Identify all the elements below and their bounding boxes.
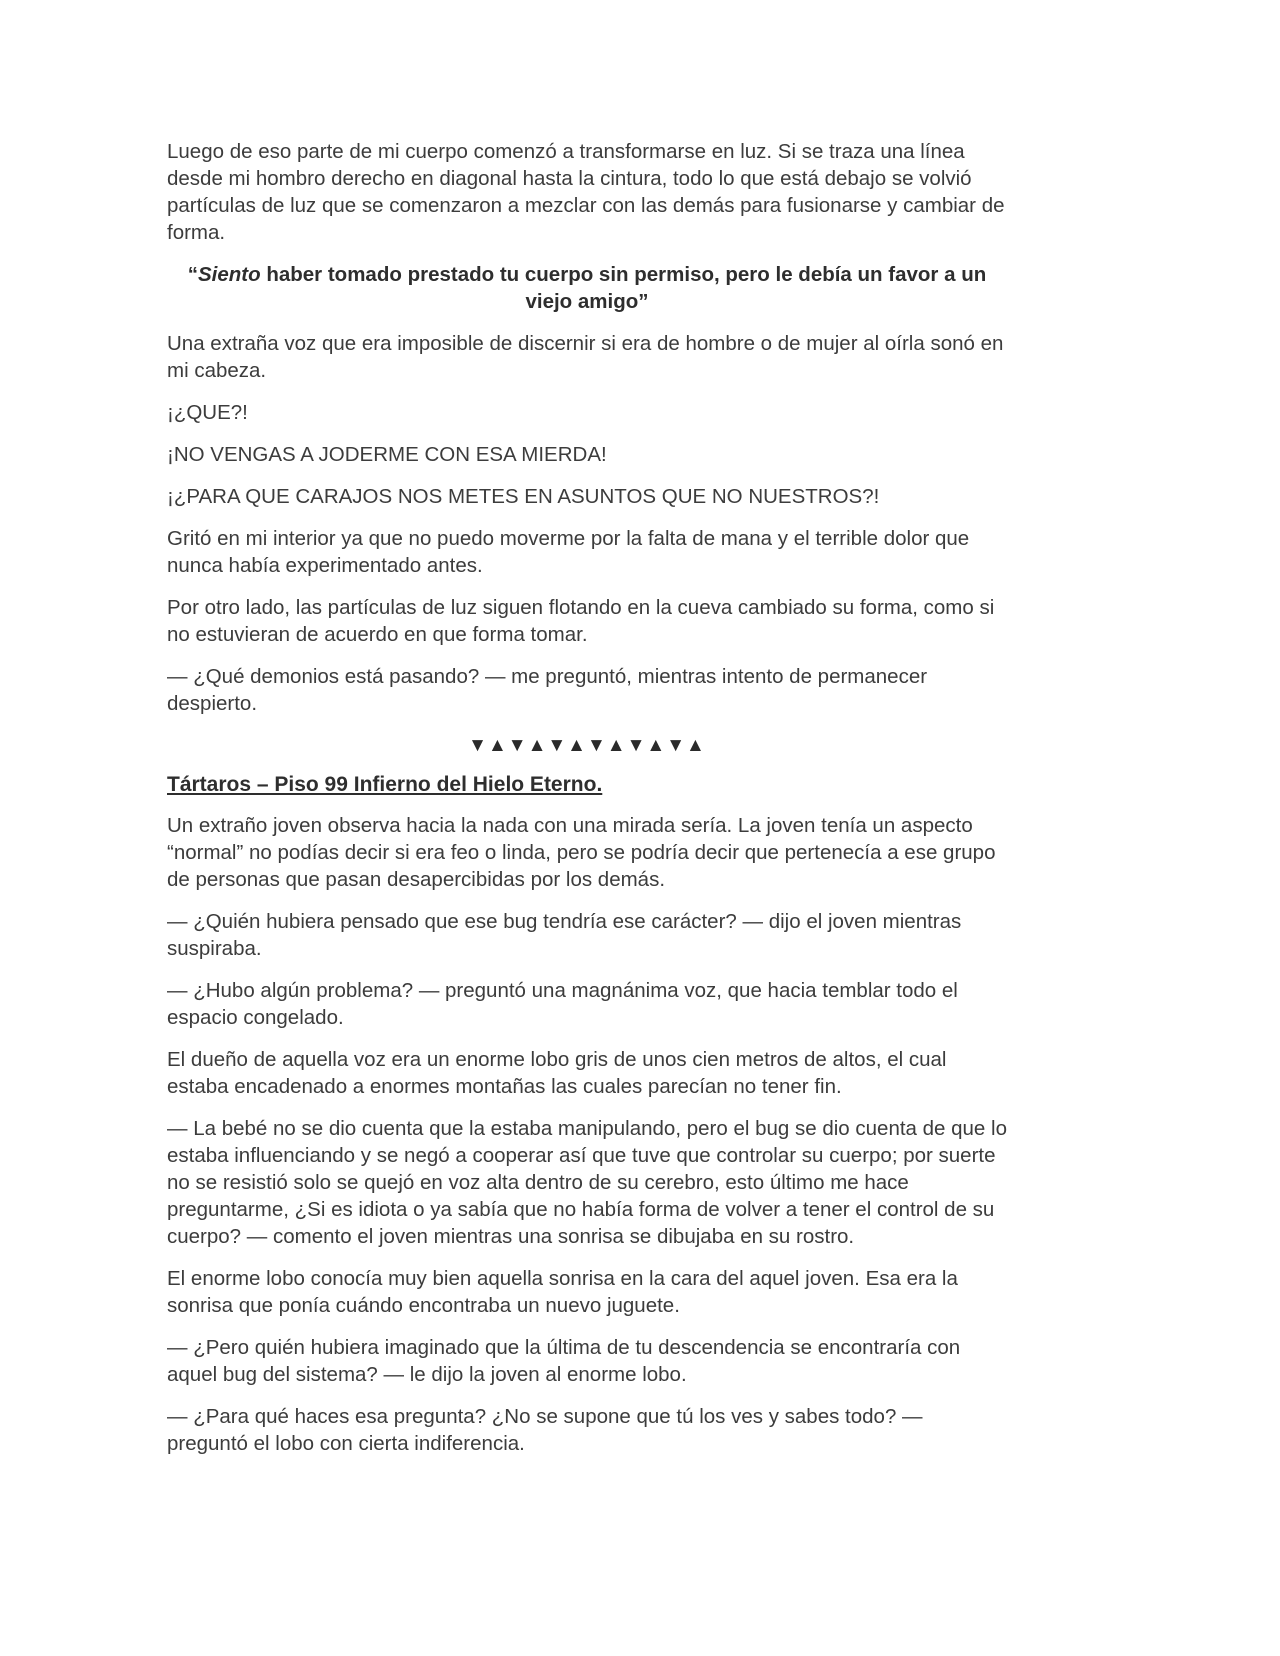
quote-close-mark: ” [638, 290, 649, 313]
paragraph-extrano-joven: Un extraño joven observa hacia la nada con una mirada sería. La joven tenía un aspecto “normal” no podías decir si era feo o linda, pero se podría decir que pertenecía a ese grupo de personas que pasan desapercibidas por los demás. [167, 814, 996, 891]
paragraph-grito: Gritó en mi interior ya que no puedo moverme por la falta de mana y el terrible dolor que nunca había experimentado antes. [167, 527, 970, 577]
paragraph-exclaim-que: ¡¿QUE?! [167, 401, 248, 424]
quote-text: haber tomado prestado tu cuerpo sin permiso, pero le debía un favor a un viejo amigo [260, 263, 987, 313]
paragraph-pregunta-lobo: — ¿Para qué haces esa pregunta? ¿No se supone que tú los ves y sabes todo? — preguntó el lobo con cierta indiferencia. [167, 1405, 923, 1455]
paragraph-particulas: Por otro lado, las partículas de luz siguen flotando en la cueva cambiado su forma, como si no estuvieran de acuerdo en que forma tomar. [167, 596, 995, 646]
paragraph-la-bebe: — La bebé no se dio cuenta que la estaba manipulando, pero el bug se dio cuenta de que lo estaba influenciando y se negó a cooperar así que tuve que controlar su cuerpo; por suerte no se resistió solo se quejó en voz alta dentro de su cerebro, esto último me hace preguntarme, ¿Si es idiota o ya sabía que no había forma de volver a tener el control de su cuerpo? — comento el joven mientras una sonrisa se dibujaba en su rostro. [167, 1117, 1007, 1248]
paragraph-exclaim-no-vengas: ¡NO VENGAS A JODERME CON ESA MIERDA! [167, 443, 607, 466]
paragraph-hubo-problema: — ¿Hubo algún problema? — preguntó una magnánima voz, que hacia temblar todo el espacio congelado. [167, 979, 958, 1029]
quote-open-mark: “ [187, 263, 198, 286]
paragraph-descendencia: — ¿Pero quién hubiera imaginado que la última de tu descendencia se encontraría con aquel bug del sistema? — le dijo la joven al enorme lobo. [167, 1336, 961, 1386]
paragraph-quien-hubiera: — ¿Quién hubiera pensado que ese bug tendría ese carácter? — dijo el joven mientras suspiraba. [167, 910, 962, 960]
section-heading: Tártaros – Piso 99 Infierno del Hielo Eterno. [167, 773, 603, 796]
paragraph-que-demonios: — ¿Qué demonios está pasando? — me preguntó, mientras intento de permanecer despierto. [167, 665, 928, 715]
scene-separator: ▼▲▼▲▼▲▼▲▼▲▼▲ [468, 735, 706, 756]
paragraph-lobo-gris: El dueño de aquella voz era un enorme lobo gris de unos cien metros de altos, el cual estaba encadenado a enormes montañas las cuales parecían no tener fin. [167, 1048, 947, 1098]
paragraph-strange-voice: Una extraña voz que era imposible de discernir si era de hombre o de mujer al oírla sonó en mi cabeza. [167, 332, 1004, 382]
paragraph-exclaim-para-que: ¡¿PARA QUE CARAJOS NOS METES EN ASUNTOS QUE NO NUESTROS?! [167, 485, 880, 508]
quote-line [167, 261, 1007, 315]
paragraph-sonrisa: El enorme lobo conocía muy bien aquella sonrisa en la cara del aquel joven. Esa era la sonrisa que ponía cuándo encontraba un nuevo juguete. [167, 1267, 958, 1317]
paragraph-transformation: Luego de eso parte de mi cuerpo comenzó a transformarse en luz. Si se traza una línea desde mi hombro derecho en diagonal hasta la cintura, todo lo que está debajo se volvió partículas de luz que se comenzaron a mezclar con las demás para fusionarse y cambiar de forma. [167, 140, 1005, 244]
quote-italic-word: Siento [197, 263, 261, 286]
document-page [167, 138, 1007, 1472]
